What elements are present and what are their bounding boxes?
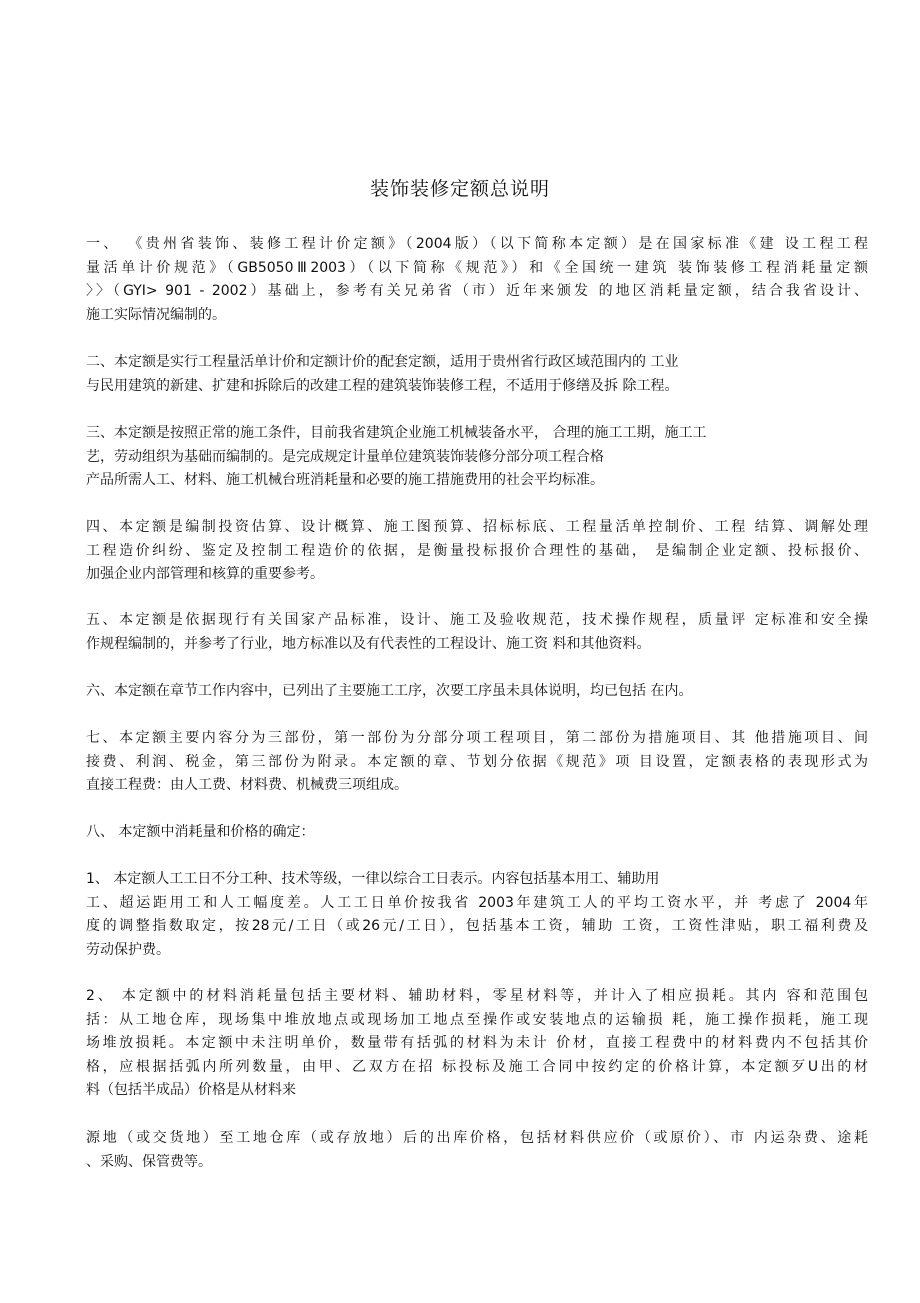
paragraph-line: 直接工程费：由人工费、材料费、机械费三项组成。 [86,777,408,793]
paragraph-line: 六、本定额在章节工作内容中，已列出了主要施工工序，次要工序虽未具体说明，均已包括 在内。 [86,683,693,699]
paragraph-line: 一、 《贵州省装饰、装修工程计价定额》（2004版）（以下简称本定额）是在国家标准《建 设工程工程 [86,236,868,252]
paragraph-line: 七、本定额主要内容分为三部份，第一部份为分部分项工程项目，第二部份为措施项目、其 他措施项目、间 [86,730,868,746]
paragraph-line: 八、 本定额中消耗量和价格的确定： [86,824,315,840]
paragraph-line: 五、本定额是依据现行有关国家产品标准，设计、施工及验收规范，技术操作规程，质量评 定标准和安全操 [86,612,868,628]
paragraph-6 [86,680,868,704]
paragraph-line: 〉〉（GYI> 901 - 2002）基础上，参考有关兄弟省（市）近年来颁发 的地区消耗量定额，结合我省设计、 [86,283,868,299]
paragraph-3 [86,422,868,493]
paragraph-line: 施工实际情况编制的。 [86,306,226,323]
paragraph-line: 、采购、保管费等。 [86,1153,212,1170]
paragraph-line: 工、超运距用工和人工幅度差。人工工日单价按我省 2003年建筑工人的平均工资水平，并 考虑了 2004年 [86,894,868,911]
paragraph-11 [86,1127,868,1174]
paragraph-line: 三、本定额是按照正常的施工条件，目前我省建筑企业施工机械装备水平， 合理的施工工期，施工工 [86,425,707,441]
paragraph-line: 作规程编制的，并参考了行业，地方标准以及有代表性的工程设计、施工资 料和其他资料。 [86,635,651,652]
paragraph-2 [86,351,868,398]
paragraph-10 [86,985,868,1103]
paragraph-7 [86,727,868,798]
paragraph-line: 量活单计价规范》（GB5050Ⅲ2003）（以下简称《规范》）和《全国统一建筑 装饰装修工程消耗量定额 [86,259,868,276]
paragraph-line: 料（包括半成品）价格是从材料来 [86,1082,296,1098]
paragraph-line: 四、本定额是编制投资估算、设计概算、施工图预算、招标标底、工程量活单控制价、工程 结算、调解处理 [86,519,868,535]
document-title: 装饰装修定额总说明 [369,178,550,200]
paragraph-line: 2、 本定额中的材料消耗量包括主要材料、辅助材料，零星材料等，并计入了相应损耗。其内 容和范围包 [86,988,868,1004]
paragraph-line: 产品所需人工、材料、施工机械台班消耗量和必要的施工措施费用的社会平均标准。 [86,472,604,488]
paragraph-line: 二、本定额是实行工程量活单计价和定额计价的配套定额，适用于贵州省行政区域范围内的 工业 [86,354,679,370]
paragraph-line: 接费、利润、税金，第三部份为附录。本定额的章、节划分依据《规范》项 目设置，定额表格的表现形式为 [86,753,868,770]
paragraph-line: 加强企业内部管理和核算的重要参考。 [86,566,324,582]
paragraph-line: 源地（或交货地）至工地仓库（或存放地）后的出库价格，包括材料供应价（或原价）、市 内运杂费、途耗 [86,1130,868,1146]
paragraph-line: 格，应根据括弧内所列数量，由甲、乙双方在招 标投标及施工合同中按约定的价格计算，本定额歹U出的材 [86,1058,868,1075]
paragraph-line: 劳动保护费。 [86,941,170,958]
paragraph-line: 与民用建筑的新建、扩建和拆除后的改建工程的建筑装饰装修工程，不适用于修缮及拆 除工程。 [86,377,679,394]
paragraph-5 [86,609,868,656]
paragraph-9 [86,868,868,962]
paragraph-line: 度的调整指数取定，按28元/工日（或26元/工日），包括基本工资，辅助 工资，工资性津贴，职工福利费及 [86,918,868,934]
paragraph-line: 1、 本定额人工工日不分工种、技术等级，一律以综合工日表示。内容包括基本用工、辅助用 [86,871,660,887]
paragraph-line: 场堆放损耗。本定额中未注明单价，数量带有括弧的材料为未计 价材，直接工程费中的材料费内不包括其价 [86,1035,868,1051]
paragraph-4 [86,516,868,587]
paragraph-8 [86,821,868,845]
paragraph-1 [86,233,868,327]
paragraph-line: 艺，劳动组织为基础而编制的。是完成规定计量单位建筑装饰装修分部分项工程合格 [86,448,604,465]
paragraph-line: 工程造价纠纷、鉴定及控制工程造价的依据，是衡量投标报价合理性的基础， 是编制企业定额、投标报价、 [86,542,868,559]
paragraph-line: 括：从工地仓库，现场集中堆放地点或现场加工地点至操作或安装地点的运输损 耗，施工操作损耗，施工现 [86,1011,868,1028]
